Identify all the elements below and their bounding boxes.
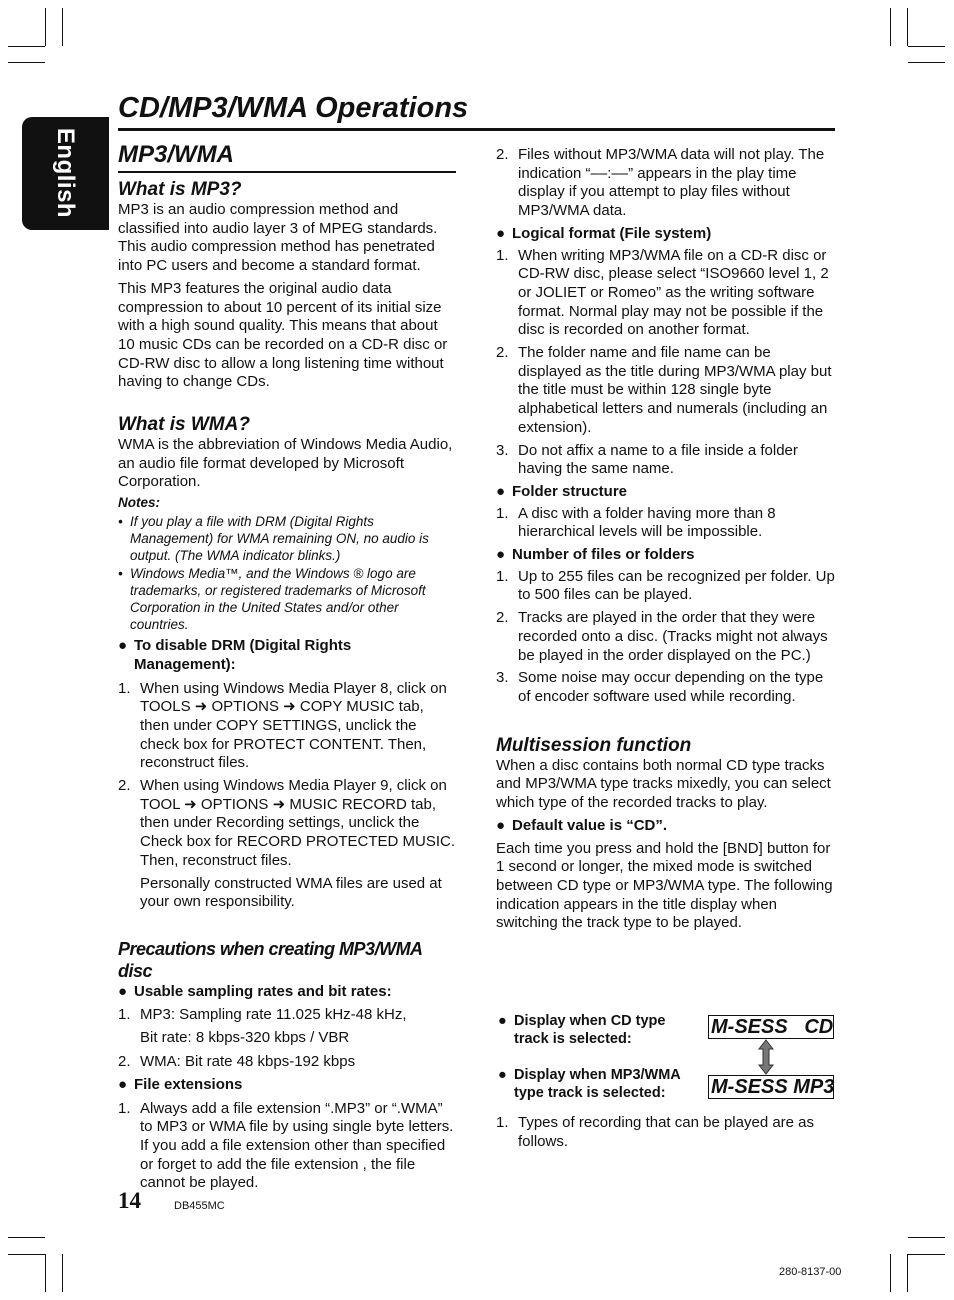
list-item-text: Files without MP3/WMA data will not play. The indication “––:––” appears in the play time display if you attempt to play files without MP3/WMA data. — [518, 146, 825, 220]
list-item-text: WMA: Bit rate 48 kbps-192 kbps — [140, 1053, 356, 1071]
list-item-continuation — [118, 875, 456, 912]
mp3-paragraph-1: MP3 is an audio compression method and classified into audio layer 3 of MPEG standards. This audio compression method has penetrated into PC users and become a standard format. — [118, 201, 438, 275]
note-text: If you play a file with DRM (Digital Rights Management) for WMA remaining ON, no audio is output. (The WMA indicator blinks.) — [130, 514, 429, 564]
lcd-display-mp3: M-SESS MP3 — [708, 1075, 834, 1099]
crop-mark — [908, 1254, 945, 1255]
crop-mark — [908, 62, 945, 63]
list-item: 1. Up to 255 files can be recognized per folder. Up to 500 files can be played. — [496, 567, 835, 604]
list-item-text: Some noise may occur depending on the type of encoder software used while recording. — [518, 669, 824, 705]
notes-title: Notes: — [118, 495, 161, 511]
display-mp3-bullet: ● Display when MP3/WMA type track is selected: — [498, 1067, 708, 1102]
section-title: MP3/WMA — [118, 141, 234, 168]
list-item: 1. Types of recording that can be played are as follows. — [496, 1114, 836, 1151]
crop-mark — [62, 1254, 63, 1292]
section-rule — [118, 171, 456, 173]
crop-mark — [8, 1254, 45, 1255]
mp3-heading: What is MP3? — [118, 179, 242, 200]
right-column — [496, 146, 836, 933]
list-item: 2. Files without MP3/WMA data will not play. The indication “––:––” appears in the play time display if you attempt to play files without MP3/WMA data. — [496, 146, 836, 221]
crop-mark — [907, 1254, 908, 1292]
crop-mark — [8, 46, 45, 47]
logical-bullet-text: Logical format (File system) — [512, 224, 712, 242]
language-tab — [22, 117, 109, 230]
crop-mark — [8, 62, 45, 63]
rates-bullet-text: Usable sampling rates and bit rates: — [134, 982, 392, 1000]
document-code: 280-8137-00 — [779, 1266, 842, 1278]
multisession-paragraph-2: Each time you press and hold the [BND] button for 1 second or longer, the mixed mode is switched between CD type or MP3/WMA type. The following indication appears in the title display when switching the track type to be played. — [496, 839, 833, 932]
list-item-text: MP3: Sampling rate 11.025 kHz-48 kHz, — [140, 1005, 407, 1023]
mp3-paragraph-2: This MP3 features the original audio data compression to about 10 percent of its initial size with a high sound quality. This means that about 10 music CDs can be recorded on a CD-R disc or CD-RW disc to allow a long listening time without having to change CDs. — [118, 279, 448, 391]
list-item: 2. WMA: Bit rate 48 kbps-192 kbps — [118, 1053, 456, 1072]
list-item-continuation — [118, 1029, 456, 1048]
title-rule — [118, 128, 835, 131]
page-title: CD/MP3/WMA Operations — [118, 92, 469, 124]
list-item: 2. Tracks are played in the order that they were recorded onto a disc. (Tracks might not always be played in the order displayed on the PC.) — [496, 609, 836, 665]
list-item-text: Bit rate: 8 kbps-320 kbps / VBR — [140, 1029, 350, 1047]
list-item-text: Do not affix a name to a file inside a folder having the same name. — [518, 441, 798, 478]
crop-mark — [908, 1237, 945, 1238]
list-item-text: When using Windows Media Player 8, click on TOOLS ➜ OPTIONS ➜ COPY MUSIC tab, then under COPY SETTINGS, unclick the check box for PROTECT CONTENT. Then, reconstruct files. — [140, 679, 447, 772]
count-bullet: ● Number of files or folders — [496, 546, 695, 564]
list-item-text: A disc with a folder having more than 8 hierarchical levels will be impossible. — [518, 504, 776, 541]
logical-bullet: ● Logical format (File system) — [496, 224, 712, 242]
display-mp3-label: Display when MP3/WMA type track is selected: — [514, 1067, 681, 1101]
folder-bullet-text: Folder structure — [512, 482, 628, 500]
multisession-paragraph-1: When a disc contains both normal CD type tracks and MP3/WMA type tracks mixedly, you can select which type of the recorded tracks to play. — [496, 756, 831, 812]
notes-block — [118, 494, 456, 633]
list-item-text: Tracks are played in the order that they were recorded onto a disc. (Tracks might not always be played in the order displayed on the PC.) — [518, 609, 828, 664]
crop-mark — [890, 1254, 891, 1292]
list-item: 1. When writing MP3/WMA file on a CD-R disc or CD-RW disc, please select “ISO9660 level 1, 2 or JOLIET or Romeo” as the writing software format. Normal play may not be possible if the disc is recorded on another format. — [496, 247, 836, 341]
page-number: 14 — [118, 1188, 141, 1213]
double-arrow-icon — [757, 1039, 775, 1075]
list-item-text: Personally constructed WMA files are used at your own responsibility. — [140, 874, 442, 911]
list-item-text: Up to 255 files can be recognized per folder. Up to 500 files can be played. — [518, 567, 835, 604]
list-item: 1. MP3: Sampling rate 11.025 kHz-48 kHz, — [118, 1006, 456, 1025]
default-bullet: ● Default value is “CD”. — [496, 816, 668, 834]
note-item: • If you play a file with DRM (Digital Rights Management) for WMA remaining ON, no audio is output. (The WMA indicator blinks.) — [118, 513, 456, 564]
lcd-display-cd: M-SESS CD — [708, 1015, 834, 1039]
extensions-bullet-text: File extensions — [134, 1075, 243, 1093]
default-bullet-text: Default value is “CD”. — [512, 816, 668, 834]
crop-mark — [45, 1254, 46, 1292]
list-item: 1. When using Windows Media Player 8, click on TOOLS ➜ OPTIONS ➜ COPY MUSIC tab, then under COPY SETTINGS, unclick the check box for PROTECT CONTENT. Then, reconstruct files. — [118, 680, 456, 774]
crop-mark — [907, 8, 908, 46]
rates-bullet: ● Usable sampling rates and bit rates: — [118, 982, 392, 1000]
crop-mark — [62, 8, 63, 46]
language-tab-label: English — [52, 127, 79, 219]
crop-mark — [890, 8, 891, 46]
crop-mark — [8, 1237, 45, 1238]
precautions-heading: Precautions when creating MP3/WMA disc — [118, 938, 422, 981]
list-item: 1. Always add a file extension “.MP3” or “.WMA” to MP3 or WMA file by using single byte letters. If you add a file extension other than specified or forget to add the file extension , the file cannot be played. — [118, 1100, 456, 1194]
left-column — [118, 141, 456, 1193]
wma-heading: What is WMA? — [118, 414, 250, 436]
note-text: Windows Media™, and the Windows ® logo are trademarks, or registered trademarks of Microsoft Corporation in the United States and/or other countries. — [130, 566, 426, 633]
note-item: • Windows Media™, and the Windows ® logo are trademarks, or registered trademarks of Microsoft Corporation in the United States and/or other countries. — [118, 565, 456, 633]
list-item: 1. A disc with a folder having more than 8 hierarchical levels will be impossible. — [496, 505, 836, 542]
crop-mark — [45, 8, 46, 46]
count-bullet-text: Number of files or folders — [512, 546, 695, 564]
list-item: 3. Do not affix a name to a file inside a folder having the same name. — [496, 442, 836, 479]
multisession-heading: Multisession function — [496, 734, 692, 756]
list-item: 3. Some noise may occur depending on the type of encoder software used while recording. — [496, 669, 836, 706]
list-item-text: Types of recording that can be played are as follows. — [518, 1114, 815, 1150]
model-number: DB455MC — [174, 1200, 225, 1212]
drm-bullet-text: To disable DRM (Digital Rights Management): — [134, 637, 352, 673]
list-item-text: When writing MP3/WMA file on a CD-R disc or CD-RW disc, please select “ISO9660 level 1, 2 or JOLIET or Romeo” as the writing software format. Normal play may not be possible if the disc is recorded on another format. — [518, 246, 829, 339]
extensions-bullet: ● File extensions — [118, 1075, 243, 1093]
drm-bullet: ● To disable DRM (Digital Rights Management): — [118, 637, 456, 674]
folder-bullet: ● Folder structure — [496, 482, 628, 500]
crop-mark — [908, 46, 945, 47]
list-item-text: The folder name and file name can be displayed as the title during MP3/WMA play but the title must be within 128 single byte alphabetical letters and numerals (including an extension). — [518, 344, 832, 436]
list-item: 2. The folder name and file name can be displayed as the title during MP3/WMA play but the title must be within 128 single byte alphabetical letters and numerals (including an extension). — [496, 344, 836, 438]
list-item-text: When using Windows Media Player 9, click on TOOL ➜ OPTIONS ➜ MUSIC RECORD tab, then under Recording settings, unclick the Check box for RECORD PROTECTED MUSIC. Then, reconstruct files. — [140, 777, 456, 869]
display-cd-label: Display when CD type track is selected: — [514, 1013, 666, 1047]
wma-paragraph: WMA is the abbreviation of Windows Media Audio, an audio file format developed by Microsoft Corporation. — [118, 436, 453, 491]
list-item: 2. When using Windows Media Player 9, click on TOOL ➜ OPTIONS ➜ MUSIC RECORD tab, then under Recording settings, unclick the Check box for RECORD PROTECTED MUSIC. Then, reconstruct files. — [118, 777, 456, 869]
display-cd-bullet: ● Display when CD type track is selected: — [498, 1013, 698, 1048]
list-item-text: Always add a file extension “.MP3” or “.WMA” to MP3 or WMA file by using single byte letters. If you add a file extension other than specified or forget to add the file extension , the file cannot be played. — [140, 1099, 454, 1192]
